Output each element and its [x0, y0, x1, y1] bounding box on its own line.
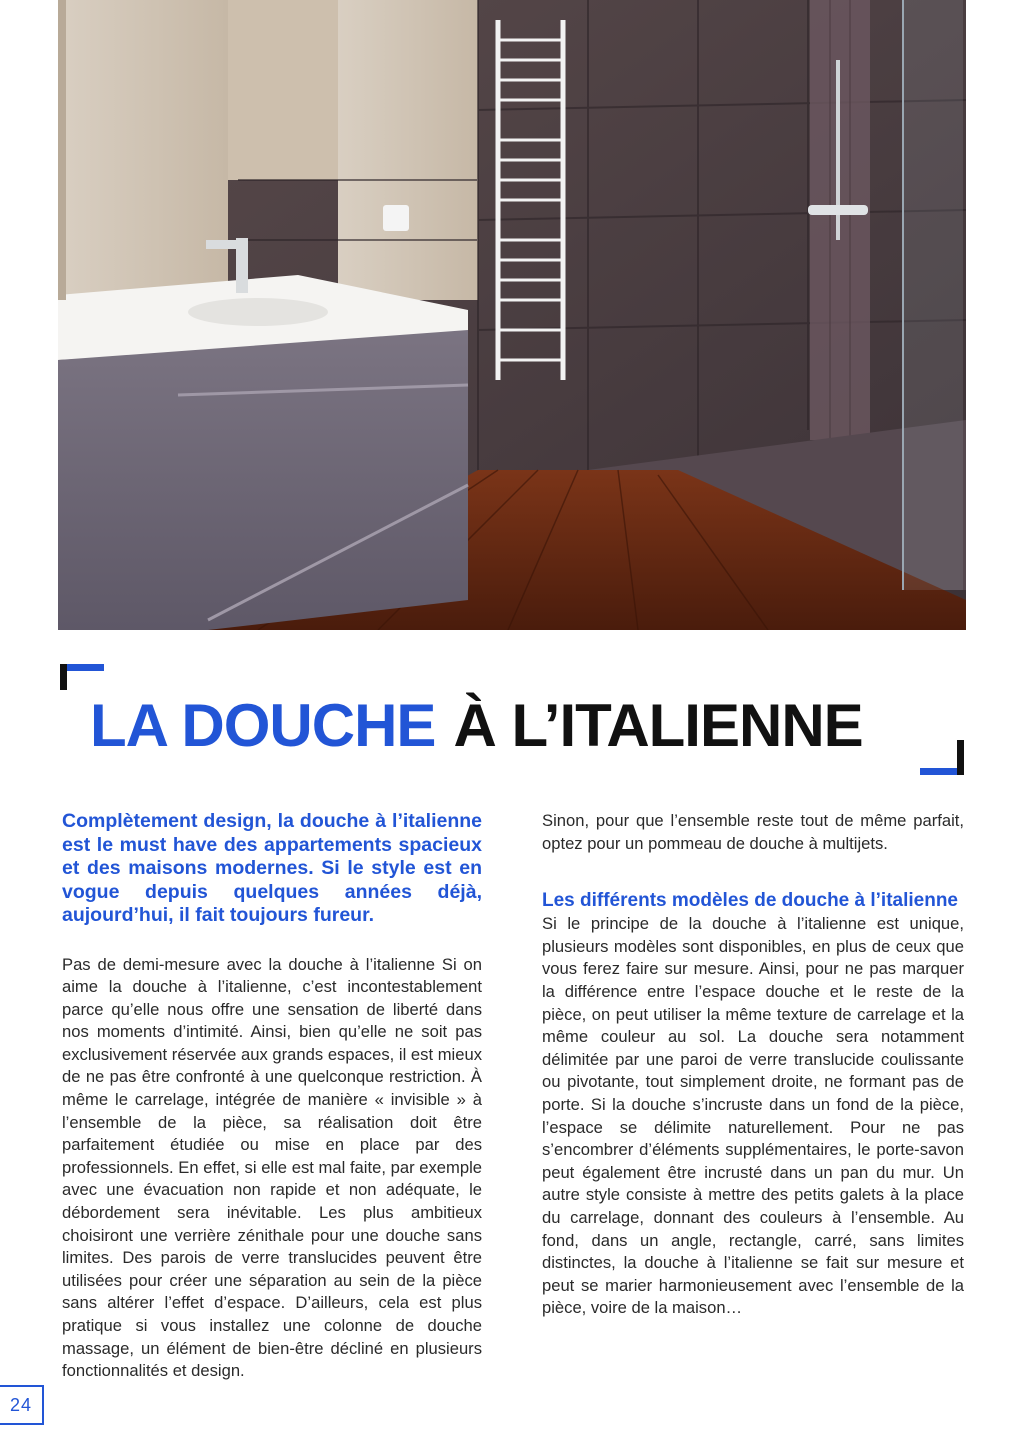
right-intro-text: Sinon, pour que l’ensemble reste tout de même parfait, optez pour un pommeau de douche à multijets. — [542, 811, 964, 853]
hero-photo — [58, 0, 966, 630]
section-subheading: Les différents modèles de douche à l’italienne — [542, 890, 958, 912]
title-bracket-left-stem — [60, 664, 67, 690]
page-number — [0, 1385, 44, 1425]
title-bracket-right-stem — [957, 740, 964, 775]
article-title — [90, 690, 950, 762]
title-part-black: À L’ITALIENNE — [453, 692, 863, 759]
left-column — [62, 810, 482, 1383]
page-number-label: 24 — [9, 1394, 33, 1415]
title-part-blue: LA DOUCHE — [90, 692, 436, 759]
left-body-text: Pas de demi-mesure avec la douche à l’italienne Si on aime la douche à l’italienne, c’est incontestablement parce qu’elle nous offre une sensation de liberté dans nos moments d’intimité. Ainsi, bien qu’elle ne soit pas exclusivement réservée aux grands espaces, il est mieux de ne pas être confronté à une quelconque restriction. À même le carrelage, intégrée de manière « invisible » à l’ensemble de la pièce, sa réalisation doit être parfaitement étudiée ou mise en place par des professionnels. En effet, si elle est mal faite, par exemple avec une évacuation non rapide et non adéquate, le débordement sera inévitable. Les plus ambitieux choisiront une verrière zénithale pour une douche sans limites. Des parois de verre translucides peuvent être utilisées pour créer une séparation au sein de la pièce sans altérer l’effet d’espace. D’ailleurs, cela est plus pratique si vous installez une colonne de douche massage, un élément de bien-être décliné en plusieurs fonctionnalités et design. — [62, 954, 482, 1381]
right-body-text: Si le principe de la douche à l’italienne est unique, plusieurs modèles sont disponibles, en plus de ceux que vous ferez faire sur mesure. Ainsi, pour ne pas marquer la différence entre l’espace douche et le reste de la pièce, on peut utiliser la même texture de carrelage et la même couleur au sol. La douche sera notamment délimitée par une paroi de verre translucide coulissante ou pivotante, tout simplement droite, ne formant pas de porte. Si la douche s’incruste dans un fond de la pièce, l’espace se délimite naturellement. Pour ne pas s’encombrer d’éléments supplémentaires, le porte-savon peut également être incrusté dans un pan du mur. Un autre style consiste à mettre des petits galets à la place du carrelage, donnant des couleurs à l’ensemble. Au fond, dans un angle, rectangle, carré, sans limites distinctes, la douche à l’italienne se fait sur mesure et peut se marier harmonieusement avec l’ensemble de la pièce, voire de la maison… — [542, 914, 964, 1318]
right-column — [542, 810, 964, 1320]
lead-paragraph: Complètement design, la douche à l’italienne est le must have des appartements spacieux et des maisons modernes. Si le style est en vogue depuis quelques années déjà, aujourd’hui, il fait toujours fureur. — [62, 810, 482, 926]
